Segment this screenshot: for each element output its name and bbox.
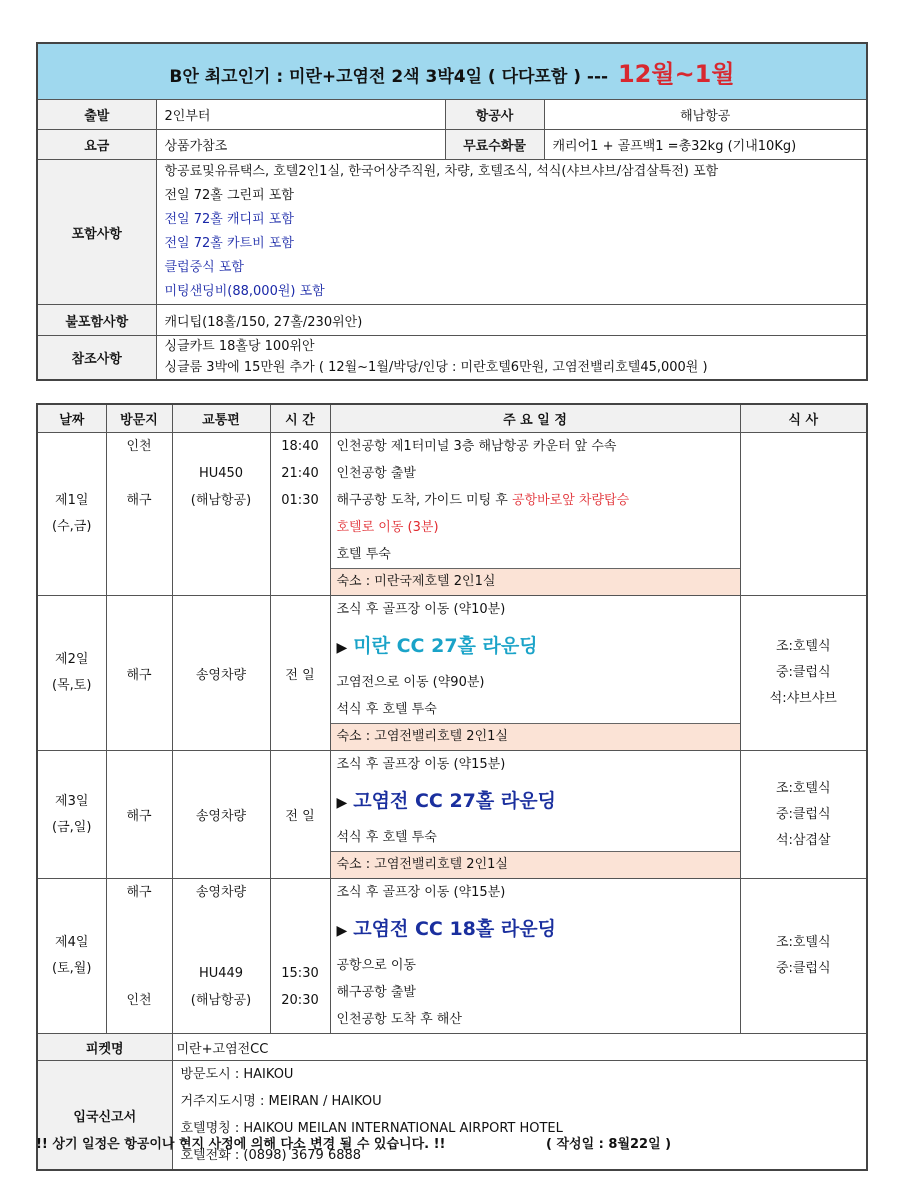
schedule-item: 인천공항 출발 [336,466,416,481]
entry-item: 호텔명칭 : HAIKOU MEILAN INTERNATIONAL AIRPORT HOTEL [180,1121,563,1136]
fare-label: 요금 [37,130,156,160]
footer-note [36,1133,671,1152]
header-transport: 교통편 [172,404,270,433]
day1-transport: HU450 (해남항공) [172,433,270,596]
footer-notice: !! 상기 일정은 항공이나 현지 사정에 의해 다소 변경 될 수 있습니다. !! [36,1137,446,1152]
day2-date: 제2일 (목,토) [37,596,106,751]
departure-label: 출발 [37,100,156,130]
included-item: 미팅샌딩비(88,000원) 포함 [164,284,325,299]
header-place: 방문지 [106,404,172,433]
day3-program [330,751,740,879]
schedule-item: 해구공항 도착, 가이드 미팅 후 공항바로앞 차량탑승 [336,493,630,508]
entry-item: 방문도시 : HAIKOU [180,1067,294,1082]
schedule-item: 조식 후 골프장 이동 (약10분) [336,602,506,617]
included-item: 클럽중식 포함 [164,260,244,275]
departure-value: 2인부터 [156,100,445,130]
header-date: 날짜 [37,404,106,433]
included-item: 전일 72홀 카트비 포함 [164,236,294,251]
day3-row [37,751,867,879]
day2-place: 해구 [106,596,172,751]
day1-row [37,433,867,596]
schedule-item: 조식 후 골프장 이동 (약15분) [336,885,506,900]
day1-time: 18:40 21:40 01:30 [270,433,330,596]
reference-item: 싱글룸 3박에 15만원 추가 ( 12월~1월/박당/인당 : 미란호텔6만원, 고염전밸리호텔45,000원 ) [164,360,708,376]
fare-value: 상품가참조 [156,130,445,160]
included-item: 전일 72홀 그린피 포함 [164,188,294,203]
day1-date: 제1일 (수,금) [37,433,106,596]
reference-item: 싱글카트 18홀당 100위안 [164,339,315,355]
day4-transport: 송영차량 HU449 (해남항공) [172,879,270,1034]
day4-time: 15:30 20:30 [270,879,330,1034]
baggage-label: 무료수화물 [445,130,544,160]
product-info-table [36,42,868,381]
schedule-item: 해구공항 출발 [336,985,416,1000]
day1-stay: 숙소 : 미란국제호텔 2인1실 [331,568,740,595]
day4-date: 제4일 (토,월) [37,879,106,1034]
ticket-label: 피켓명 [37,1034,172,1061]
written-date: ( 작성일 : 8월22일 ) [546,1137,672,1152]
day4-place: 해구 인천 [106,879,172,1034]
reference-list [156,336,867,380]
included-label: 포함사항 [37,160,156,305]
day2-round: ▶ 미란 CC 27홀 라운딩 [336,635,538,657]
header-program: 주 요 일 정 [330,404,740,433]
day2-transport: 송영차량 [172,596,270,751]
header-time: 시 간 [270,404,330,433]
day1-program [330,433,740,596]
reference-label: 참조사항 [37,336,156,380]
triangle-right-icon: ▶ [336,923,348,939]
schedule-item: 인천공항 제1터미널 3층 해남항공 카운터 앞 수속 [336,439,617,454]
day3-time: 전 일 [270,751,330,879]
day2-meal: 조:호텔식 중:클럽식 석:샤브샤브 [740,596,867,751]
schedule-item: 조식 후 골프장 이동 (약15분) [336,757,506,772]
baggage-value: 캐리어1 + 골프백1 =총32kg (기내10Kg) [544,130,867,160]
schedule-item: 석식 후 호텔 투숙 [336,830,437,845]
schedule-item: 호텔로 이동 (3분) [336,520,439,535]
day4-row [37,879,867,1034]
schedule-item: 인천공항 도착 후 해산 [336,1012,462,1027]
day3-round: ▶ 고염전 CC 27홀 라운딩 [336,790,556,812]
excluded-value: 캐디팁(18홀/150, 27홀/230위안) [156,305,867,336]
product-title-main: B안 최고인기 : 미란+고염전 2색 3박4일 ( 다다포함 ) --- [169,67,609,87]
entry-label: 입국신고서 [37,1061,172,1171]
included-item: 전일 72홀 캐디피 포함 [164,212,294,227]
airline-value: 해남항공 [544,100,867,130]
day3-transport: 송영차량 [172,751,270,879]
entry-item: 호텔전화 : (0898) 3679 6888 [180,1148,362,1163]
header-meal: 식 사 [740,404,867,433]
day2-time: 전 일 [270,596,330,751]
entry-list [172,1061,867,1171]
triangle-right-icon: ▶ [336,795,348,811]
product-title-period: 12월~1월 [617,60,735,88]
product-title [37,43,867,100]
day1-place: 인천 해구 [106,433,172,596]
ticket-row [37,1034,867,1061]
day4-program [330,879,740,1034]
day3-place: 해구 [106,751,172,879]
day2-row [37,596,867,751]
day3-date: 제3일 (금,일) [37,751,106,879]
airline-label: 항공사 [445,100,544,130]
triangle-right-icon: ▶ [336,640,348,656]
day3-stay: 숙소 : 고염전밸리호텔 2인1실 [331,851,740,878]
day2-program [330,596,740,751]
included-item: 항공료및유류택스, 호텔2인1실, 한국어상주직원, 차량, 호텔조식, 석식(샤브샤브/삼겹살특전) 포함 [164,164,719,179]
day4-round: ▶ 고염전 CC 18홀 라운딩 [336,918,556,940]
day1-meal [740,433,867,596]
schedule-item: 고염전으로 이동 (약90분) [336,675,485,690]
day4-meal: 조:호텔식 중:클럽식 [740,879,867,1034]
itinerary-table [36,403,868,1171]
day3-meal: 조:호텔식 중:클럽식 석:삼겹살 [740,751,867,879]
ticket-value: 미란+고염전CC [172,1034,867,1061]
entry-row [37,1061,867,1171]
day2-stay: 숙소 : 고염전밸리호텔 2인1실 [331,723,740,750]
included-list [156,160,867,305]
schedule-item: 호텔 투숙 [336,547,391,562]
entry-item: 거주지도시명 : MEIRAN / HAIKOU [180,1094,382,1109]
schedule-item: 공항으로 이동 [336,958,416,973]
schedule-item: 석식 후 호텔 투숙 [336,702,437,717]
excluded-label: 불포함사항 [37,305,156,336]
